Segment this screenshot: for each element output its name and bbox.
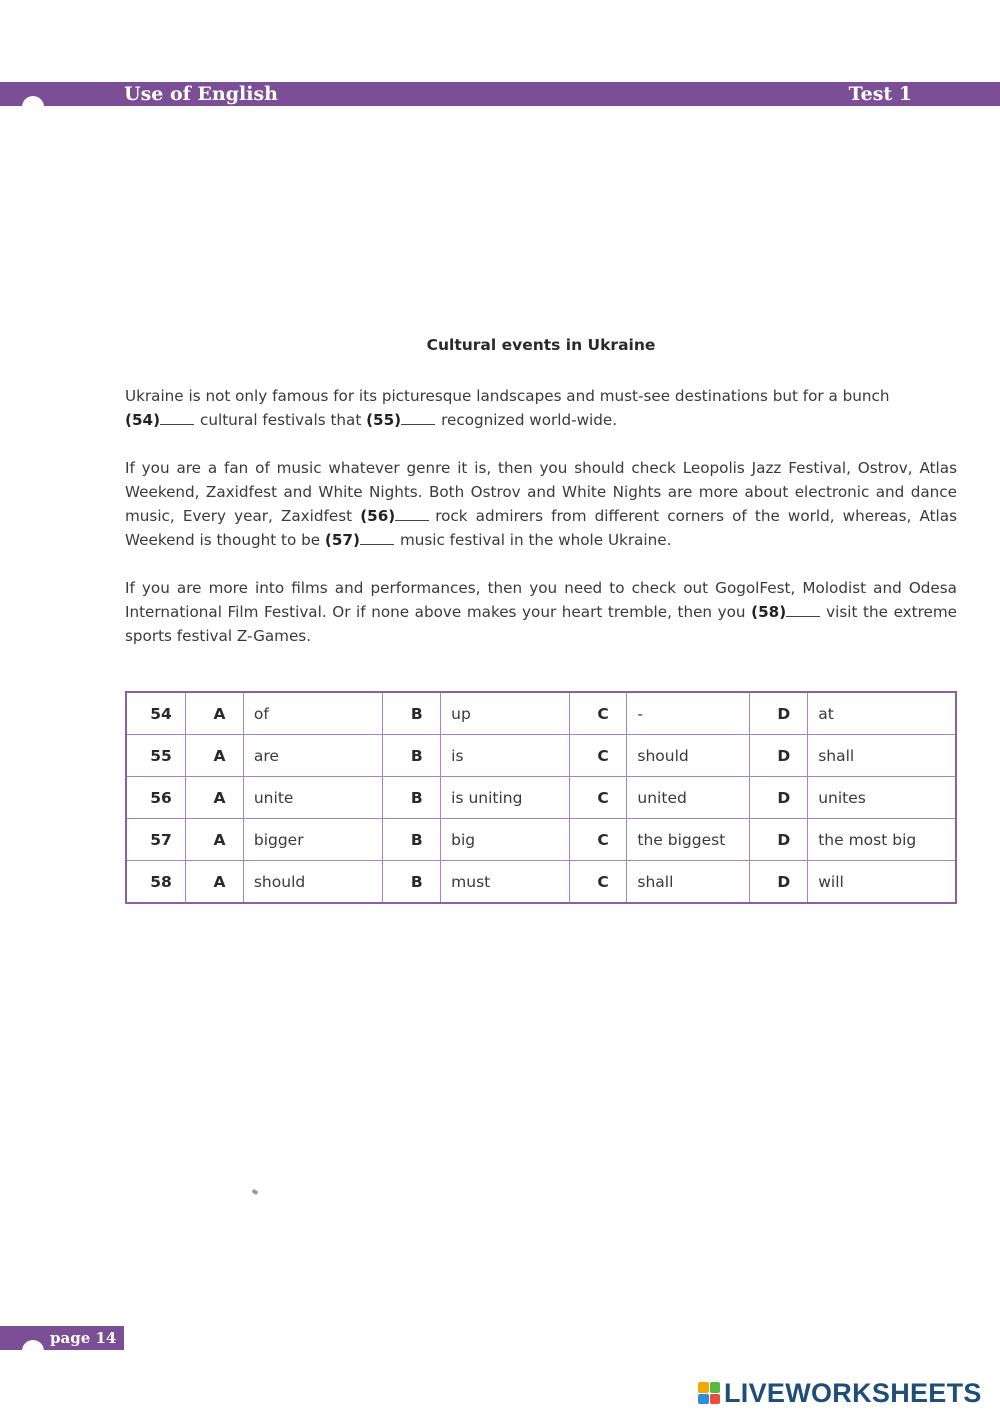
- option-letter-b: B: [383, 692, 441, 735]
- table-row: [126, 692, 956, 735]
- paragraph-2: [125, 456, 957, 552]
- option-letter-d: D: [750, 861, 808, 904]
- option-a[interactable]: unite: [243, 777, 383, 819]
- liveworksheets-logo[interactable]: [698, 1378, 982, 1408]
- page-title: Cultural events in Ukraine: [426, 336, 656, 354]
- option-c[interactable]: united: [627, 777, 750, 819]
- option-letter-b: B: [383, 861, 441, 904]
- option-b[interactable]: up: [441, 692, 570, 735]
- paragraph-text: cultural festivals that: [200, 411, 367, 429]
- option-d[interactable]: at: [808, 692, 956, 735]
- gap-56-blank[interactable]: [395, 506, 429, 521]
- gap-54-blank[interactable]: [160, 410, 194, 425]
- section-title: Use of English: [124, 83, 278, 105]
- paragraph-text: recognized world-wide.: [441, 411, 618, 429]
- question-number: 58: [126, 861, 186, 904]
- table-row: [126, 777, 956, 819]
- option-letter-d: D: [750, 735, 808, 777]
- option-b[interactable]: is uniting: [441, 777, 570, 819]
- liveworksheets-wordmark: LIVEWORKSHEETS: [724, 1377, 982, 1408]
- gap-57-blank[interactable]: [360, 530, 394, 545]
- header-notch: [22, 96, 44, 118]
- option-a[interactable]: of: [243, 692, 383, 735]
- option-letter-c: C: [569, 819, 627, 861]
- option-a[interactable]: should: [243, 861, 383, 904]
- option-b[interactable]: is: [441, 735, 570, 777]
- option-d[interactable]: will: [808, 861, 956, 904]
- option-b[interactable]: big: [441, 819, 570, 861]
- table-row: [126, 819, 956, 861]
- option-letter-c: C: [569, 861, 627, 904]
- table-row: [126, 735, 956, 777]
- paragraph-1: [125, 384, 957, 432]
- option-letter-a: A: [186, 819, 244, 861]
- option-letter-a: A: [186, 777, 244, 819]
- option-letter-c: C: [569, 735, 627, 777]
- option-letter-a: A: [186, 861, 244, 904]
- option-d[interactable]: shall: [808, 735, 956, 777]
- option-letter-b: B: [383, 777, 441, 819]
- option-a[interactable]: bigger: [243, 819, 383, 861]
- option-letter-a: A: [186, 735, 244, 777]
- option-d[interactable]: unites: [808, 777, 956, 819]
- option-b[interactable]: must: [441, 861, 570, 904]
- option-d[interactable]: the most big: [808, 819, 956, 861]
- option-letter-c: C: [569, 777, 627, 819]
- gap-55-blank[interactable]: [401, 410, 435, 425]
- answer-options-table: [125, 691, 957, 904]
- option-a[interactable]: are: [243, 735, 383, 777]
- paragraph-text: rock admirers from different corners of the world, whereas, Atlas Weekend is thought to be: [125, 507, 957, 549]
- paragraph-text: music festival in the whole Ukraine.: [399, 531, 672, 549]
- option-letter-b: B: [383, 735, 441, 777]
- page-number: page 14: [50, 1329, 117, 1347]
- liveworksheets-logo-icon: [698, 1382, 720, 1404]
- gap-57-label: (57): [324, 531, 360, 549]
- paragraph-text: Ukraine is not only famous for its picturesque landscapes and must-see destinations but for a bunch: [125, 387, 890, 405]
- paragraph-text: If you are more into films and performances, then you need to check out GogolFest, Molodist and Odesa International Film Festival. Or if none above makes your heart tremble, then you: [125, 579, 957, 621]
- table-row: [126, 861, 956, 904]
- option-c[interactable]: the biggest: [627, 819, 750, 861]
- question-number: 57: [126, 819, 186, 861]
- question-number: 54: [126, 692, 186, 735]
- paragraph-text: visit the extreme sports festival Z-Games.: [125, 603, 957, 645]
- gap-55-label: (55): [366, 411, 402, 429]
- footer-notch: [22, 1340, 44, 1362]
- option-c[interactable]: should: [627, 735, 750, 777]
- option-letter-a: A: [186, 692, 244, 735]
- paragraph-text: If you are a fan of music whatever genre it is, then you should check Leopolis Jazz Festival, Ostrov, Atlas Weekend, Zaxidfest and White Nights. Both Ostrov and White Nights are more about electronic and dance music, Every year, Zaxidfest: [125, 459, 957, 525]
- option-c[interactable]: shall: [627, 861, 750, 904]
- question-number: 56: [126, 777, 186, 819]
- option-letter-d: D: [750, 692, 808, 735]
- paragraph-3: [125, 576, 957, 648]
- option-letter-b: B: [383, 819, 441, 861]
- option-letter-d: D: [750, 819, 808, 861]
- question-number: 55: [126, 735, 186, 777]
- gap-54-label: (54): [125, 411, 161, 429]
- test-label: Test 1: [848, 83, 912, 105]
- scan-smudge: [251, 1189, 258, 1195]
- option-c[interactable]: -: [627, 692, 750, 735]
- gap-58-blank[interactable]: [786, 602, 820, 617]
- gap-56-label: (56): [360, 507, 396, 525]
- option-letter-d: D: [750, 777, 808, 819]
- option-letter-c: C: [569, 692, 627, 735]
- gap-58-label: (58): [751, 603, 787, 621]
